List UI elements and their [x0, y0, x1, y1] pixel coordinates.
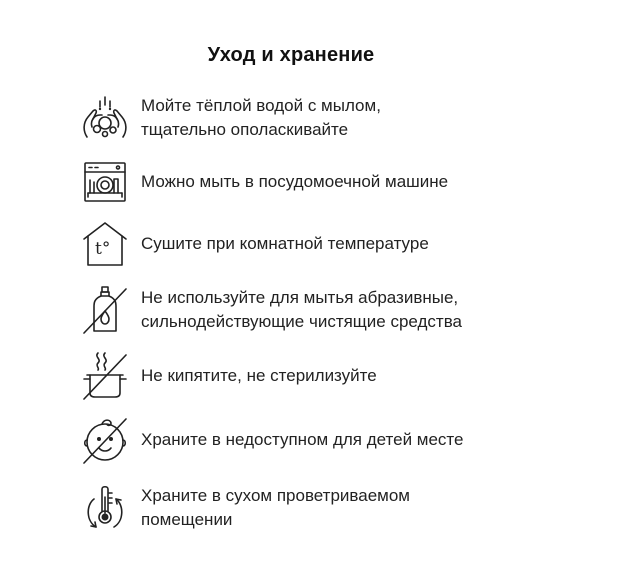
no-boiling-icon [78, 349, 132, 403]
care-item-hand-wash [78, 90, 381, 146]
care-item-label: Сушите при комнатной температуре [141, 234, 429, 253]
care-item-label: Не кипятите, не стерилизуйте [141, 366, 377, 385]
dry-storage-icon [78, 481, 132, 535]
care-item-dishwasher [78, 154, 448, 210]
care-item-no-abrasives [78, 282, 462, 338]
care-item-no-boiling [78, 348, 377, 404]
care-item-label: Храните в сухом проветриваемом помещении [141, 486, 410, 529]
care-item-drying [78, 216, 429, 272]
page-title: Уход и хранение [207, 44, 375, 66]
no-detergent-icon [78, 283, 132, 337]
care-item-child-safety [78, 412, 463, 468]
house-temperature-icon [78, 217, 132, 271]
care-item-label: Не используйте для мытья абразивные, сильнодействующие чистящие средства [141, 288, 463, 331]
hand-wash-icon [78, 91, 132, 145]
care-item-dry-storage [78, 480, 410, 536]
care-item-label: Можно мыть в посудомоечной машине [141, 172, 449, 191]
svg-text:t°: t° [95, 239, 111, 259]
no-child-icon [78, 413, 132, 467]
care-item-label: Мойте тёплой водой с мылом, тщательно ополаскивайте [141, 96, 381, 139]
dishwasher-icon [78, 155, 132, 209]
care-item-label: Храните в недоступном для детей месте [141, 430, 464, 449]
